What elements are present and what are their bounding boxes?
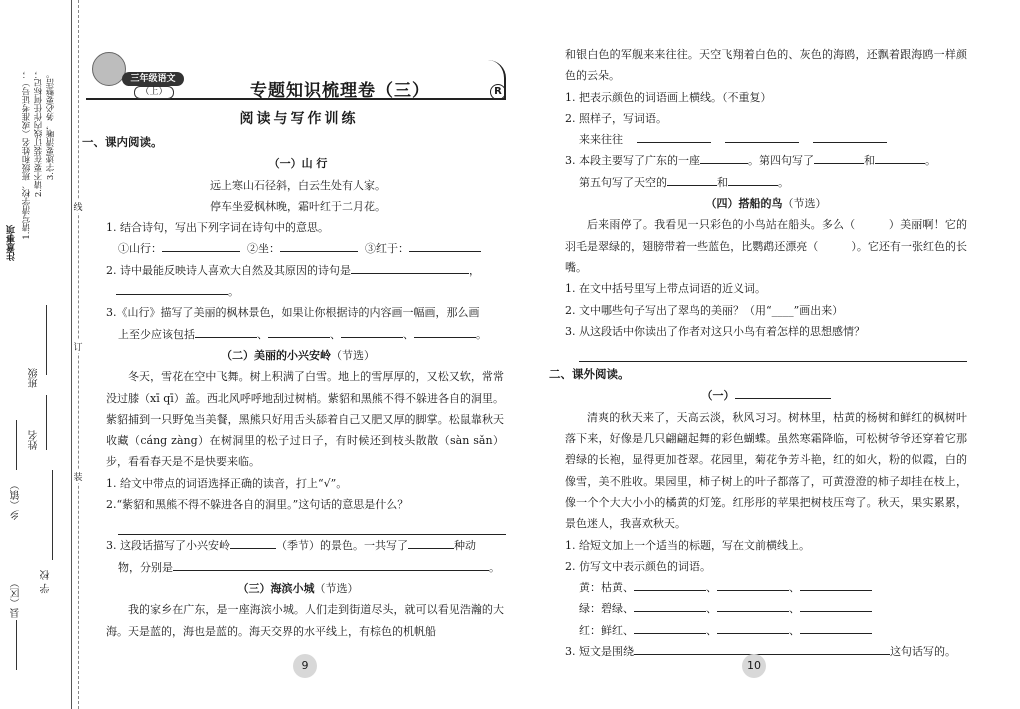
q3-d: 。 (925, 154, 936, 168)
p2-q3-period: 。 (489, 560, 500, 574)
part-2-question-2: 2.“紫貂和黑熊不得不躲进各自的洞里。”这句话的意思是什么？ (106, 498, 409, 512)
part-4-passage: 后来雨停了。我看见一只彩色的小鸟站在船头。多么（ ）美丽啊！它的羽毛是翠绿的，翅膀带着一些蓝色，比鹦鹉还漂亮（ ）。它还有一张红色的长嘴。 (565, 218, 967, 274)
q3-blank-1[interactable] (195, 324, 257, 338)
part-2-question-1: 1. 给文中带点的词语选择正确的读音，打上“√”。 (106, 476, 348, 490)
question-3-line2 (86, 324, 510, 345)
part-4-answer-line[interactable] (579, 342, 967, 362)
p5-red-row: 红：鲜红、 、 、 (565, 620, 967, 641)
note-2: 2.请不要在装订线内作任何标记； (34, 70, 44, 198)
registered-icon: R (490, 84, 506, 100)
question-2 (86, 260, 510, 281)
question-2-line2 (86, 281, 510, 302)
cut-mark-bottom: 装 (72, 470, 84, 483)
part-5-question-1: 1. 给短文加上一个适当的标题，写在文前横线上。 (565, 538, 810, 552)
question-1: 1. 结合诗句，写出下列字词在诗句中的意思。 (106, 221, 329, 235)
q3-sky2-blank[interactable] (728, 172, 778, 186)
part-2-question-3 (86, 535, 510, 556)
green-blank-2[interactable] (717, 598, 789, 612)
green-blank-1[interactable] (634, 598, 706, 612)
p5-q3-a: 3. 短文是围绕 (565, 645, 634, 659)
page-9-content (82, 132, 510, 642)
yellow-blank-2[interactable] (717, 577, 789, 591)
q3-sky1-blank[interactable] (667, 172, 717, 186)
part-3-question-3-line2 (565, 172, 967, 193)
school-field[interactable] (52, 470, 53, 560)
q1-b-blank[interactable] (280, 238, 358, 252)
section-2-heading: 二、课外阅读。 (549, 367, 630, 382)
q3-a: 3. 本段主要写了广东的一座 (565, 154, 700, 168)
part-2-title (86, 345, 510, 366)
q2-word-blank-1[interactable] (637, 129, 711, 143)
part-2-answer-line[interactable] (118, 515, 506, 535)
page-subtitle: 阅读与写作训练 (239, 111, 359, 127)
page-10-content (549, 44, 967, 662)
part-3-question-2-blanks (565, 129, 967, 150)
q3-f: 和 (717, 175, 728, 189)
page-title: 专题知识梳理卷（三） (250, 81, 430, 101)
cut-mark-mid: 订 (72, 340, 84, 353)
part-3-question-3 (565, 150, 967, 171)
red-blank-2[interactable] (717, 620, 789, 634)
page-number-10: 10 (742, 654, 766, 678)
yellow-blank-1[interactable] (634, 577, 706, 591)
yellow-blank-3[interactable] (800, 577, 872, 591)
q1-a-label: ①山行： (118, 242, 162, 256)
p5-green-label: 绿：碧绿、 (579, 602, 634, 616)
part-4-title-text: （四）搭船的鸟 (705, 197, 783, 211)
p2-q3-animals-blank[interactable] (173, 557, 489, 571)
q3-blank-4[interactable] (414, 324, 476, 338)
p5-red-label: 红：鲜红、 (579, 623, 634, 637)
part-3-source: （节选） (314, 581, 359, 595)
name-field[interactable] (46, 395, 47, 450)
q3-g: 。 (778, 175, 789, 189)
grade-badge: 三年级语文 (122, 72, 184, 86)
p2-q3-season-blank[interactable] (230, 535, 276, 549)
part-3-question-1: 1. 把表示颜色的词语画上横线。（不重复） (565, 90, 772, 104)
part-3-question-2: 2. 照样子，写词语。 (565, 111, 667, 125)
green-blank-3[interactable] (800, 598, 872, 612)
q3-sep-3: 、 (403, 327, 414, 341)
part-3-title (86, 578, 510, 599)
part-2-source: （节选） (331, 348, 375, 362)
p5-green-row: 绿：碧绿、 、 、 (565, 598, 967, 619)
part-5-question-2: 2. 仿写文中表示颜色的词语。 (565, 559, 711, 573)
q2-blank-1[interactable] (351, 260, 469, 274)
q3-sep-1: 、 (257, 327, 268, 341)
q1-c-label: ③红于： (365, 242, 409, 256)
part-2-passage: 冬天，雪花在空中飞舞。树上积满了白雪。地上的雪厚厚的，又松又软，常常没过膝（xī qī）盖。西北风呼呼地刮过树梢。紫貂和黑熊不得不躲进各自的洞里。紫貂捕到一只野兔当美餐，黑熊只好用舌头舔着自己又肥又厚的脚掌。松鼠靠秋天收藏（cáng zàng）在树洞里的松子过日子，有时候还到枝头散散（sàn sǎn）步，看看春天是不是快要来临。 (106, 370, 504, 469)
q3-sep-2: 、 (330, 327, 341, 341)
class-field[interactable] (46, 305, 47, 375)
volume-badge: （上） (134, 86, 174, 99)
q2-word-blank-2[interactable] (725, 129, 799, 143)
q3-item2-blank[interactable] (875, 150, 925, 164)
p2-q3-b: （季节）的景色。一共写了 (276, 539, 408, 553)
part-4-source: （节选） (782, 197, 827, 211)
binding-strip (0, 0, 72, 709)
q2-example: 来来往往 (579, 133, 623, 147)
part-5-passage: 清爽的秋天来了，天高云淡，秋风习习。树林里，枯黄的杨树和鲜红的枫树叶落下来，好像是几只翩翩起舞的彩色蝴蝶。虽然寒霜降临，可松树爷爷还穿着它那碧绿的长袍，显得更加苍翠。花园里，菊花争芳斗艳，红的如火，粉的似霞，白的像雪，美不胜收。果园里，柿子树上的叶子都落了，可黄澄澄的柿子却挂在枝上，像一个个大大小小的橘黄的灯笼。红彤彤的苹果把树枝压弯了。秋天，果实累累，景色迷人，我喜欢秋天。 (565, 410, 967, 531)
part-3-passage: 我的家乡在广东，是一座海滨小城。人们走到街道尽头，就可以看见浩瀚的大海。天是蓝的，海也是蓝的。海天交界的水平线上，有棕色的机帆船 (106, 603, 504, 638)
part-5-title-text: （一） (701, 389, 735, 403)
p5-q3-b: 这句话写的。 (890, 645, 956, 659)
note-1: 1.请写清学校、班级和姓名（或准考证号）； (22, 70, 32, 240)
q3-e: 第五句写了天空的 (579, 175, 667, 189)
q1-a-blank[interactable] (162, 238, 240, 252)
p5-yellow-row: 黄：枯黄、 、 、 (565, 577, 967, 598)
q2-comma: ， (469, 263, 480, 277)
part-5-question-3 (565, 641, 967, 662)
q3-blank-3[interactable] (341, 324, 403, 338)
part-2-title-text: （二）美丽的小兴安岭 (221, 348, 331, 362)
part-4-question-3: 3. 从这段话中你读出了作者对这只小鸟有着怎样的思想感情？ (565, 324, 865, 338)
question-3: 3.《山行》描写了美丽的枫林景色，如果让你根据诗的内容画一幅画，那么画 (106, 306, 480, 320)
section-1-heading: 一、课内阅读。 (82, 135, 163, 149)
town-field[interactable] (16, 420, 17, 470)
part-4-question-1: 1. 在文中括号里写上带点词语的近义词。 (565, 282, 766, 296)
q3-blank-2[interactable] (268, 324, 330, 338)
q3-city-blank[interactable] (700, 150, 748, 164)
p2-q3-d: 物，分别是 (118, 560, 173, 574)
note-3: 3.字迹要清晰，务必要整洁。 (46, 70, 56, 181)
part-1-title: （一）山 行 (268, 157, 328, 171)
q3-item1-blank[interactable] (814, 150, 864, 164)
red-blank-3[interactable] (800, 620, 872, 634)
part-3-passage-cont: 和银白色的军舰来来往往。天空飞翔着白色的、灰色的海鸥，还飘着跟海鸥一样颜色的云朵。 (565, 48, 967, 83)
q2-period: 。 (228, 285, 239, 299)
q2-word-blank-3[interactable] (813, 129, 887, 143)
p2-q3-count-blank[interactable] (408, 535, 454, 549)
q3-text2: 上至少应该包括 (118, 327, 195, 341)
question-1-blanks (86, 238, 510, 259)
p5-q3-blank[interactable] (634, 641, 890, 655)
town-label: 乡（镇） (11, 480, 22, 520)
p2-q3-a: 3. 这段话描写了小兴安岭 (106, 539, 230, 553)
page-number-9: 9 (293, 654, 317, 678)
part-4-title (565, 193, 967, 214)
p2-q3-c: 种动 (454, 539, 476, 553)
name-label: 姓名 (29, 430, 40, 450)
county-label: 县（区） (11, 578, 22, 618)
part-2-question-3-line2 (86, 557, 510, 578)
mascot-icon (92, 52, 126, 86)
notes-heading: 注意事项 (7, 225, 17, 261)
county-field[interactable] (16, 620, 17, 670)
p5-yellow-label: 黄：枯黄、 (579, 581, 634, 595)
part-3-title-text: （三）海滨小城 (237, 581, 315, 595)
q2-text: 2. 诗中最能反映诗人喜欢大自然及其原因的诗句是 (106, 263, 351, 277)
part-5-title-blank[interactable] (735, 385, 831, 399)
q1-b-label: ②坐： (247, 242, 280, 256)
poem-line-1: 远上寒山石径斜，白云生处有人家。 (210, 178, 386, 192)
class-label: 班级 (29, 368, 40, 388)
q1-c-blank[interactable] (409, 238, 481, 252)
part-5-title (565, 385, 967, 406)
q3-period: 。 (476, 327, 487, 341)
q3-b: 。第四句写了 (748, 154, 814, 168)
poem-line-2: 停车坐爱枫林晚，霜叶红于二月花。 (210, 199, 386, 213)
q3-c: 和 (864, 154, 875, 168)
part-4-question-2: 2. 文中哪些句子写出了翠鸟的美丽？（用“____”画出来） (565, 303, 844, 317)
q2-blank-2[interactable] (116, 281, 228, 295)
red-blank-1[interactable] (634, 620, 706, 634)
school-label: 学 校 (41, 570, 52, 594)
cut-line (78, 0, 79, 709)
cut-mark-top: 线 (72, 200, 84, 213)
